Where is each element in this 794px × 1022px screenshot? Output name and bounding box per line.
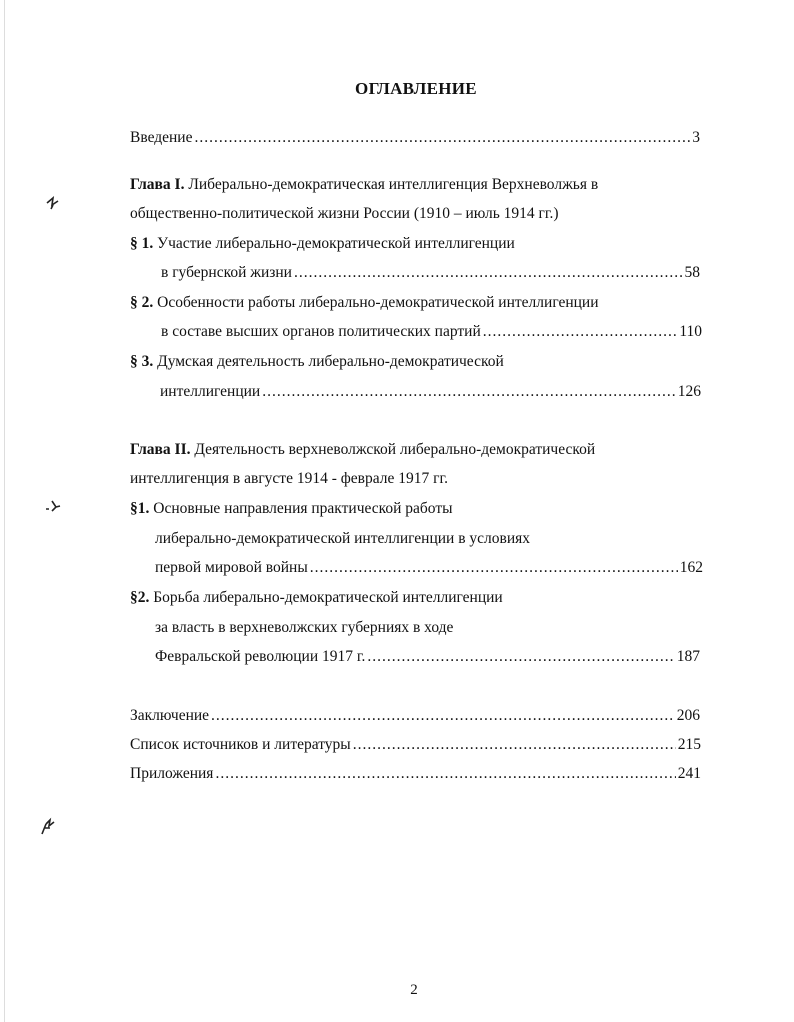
toc-entry-page: 241 — [677, 765, 701, 782]
section-title-continued: в составе высших органов политических партий — [161, 323, 481, 340]
chapter-1-title-line-2: общественно-политической жизни России (1910 – июль 1914 гг.) — [130, 205, 559, 222]
section-title: Основные направления практической работы — [153, 500, 453, 517]
section-number: § 2. — [130, 294, 154, 311]
leader-dots — [310, 558, 678, 578]
leader-dots — [211, 706, 675, 726]
toc-entry-label: Приложения — [130, 765, 214, 782]
section-title: Думская деятельность либерально-демократической — [157, 353, 504, 370]
toc-entry-page: 110 — [679, 323, 702, 340]
section-number: §1. — [130, 500, 150, 517]
section-number: § 3. — [130, 353, 154, 370]
section-title: Борьба либерально-демократической интеллигенции — [153, 589, 503, 606]
scan-mark-icon — [44, 497, 64, 515]
section-title-continued: в губернской жизни — [161, 264, 292, 281]
toc-entry-page: 162 — [679, 559, 703, 576]
toc-entry-page: 187 — [676, 648, 700, 665]
toc-entry-page: 3 — [692, 129, 700, 146]
leader-dots — [483, 322, 678, 342]
leader-dots — [194, 128, 690, 148]
section-number: § 1. — [130, 235, 154, 252]
toc-entry-conclusion — [130, 706, 700, 726]
scan-mark-icon — [44, 195, 62, 211]
leader-dots — [353, 735, 676, 755]
chapter-2-section-2-line-2: за власть в верхневолжских губерниях в ходе — [155, 619, 454, 636]
chapter-2-section-2-line-3 — [155, 647, 700, 667]
chapter-2-prefix: Глава II. — [130, 441, 191, 458]
toc-entry-label: Список источников и литературы — [130, 736, 351, 753]
section-title-continued: Февральской революции 1917 г. — [155, 648, 366, 665]
chapter-1-title-line-1 — [130, 175, 598, 195]
section-title: Особенности работы либерально-демократической интеллигенции — [157, 294, 599, 311]
chapter-1-section-1-line-1 — [130, 234, 515, 254]
toc-entry-sources — [130, 735, 701, 755]
toc-entry-intro — [130, 128, 700, 148]
section-title-continued: первой мировой войны — [155, 559, 308, 576]
chapter-1-section-2-line-1 — [130, 293, 599, 313]
chapter-1-section-3-line-1 — [130, 352, 504, 372]
page-number: 2 — [410, 982, 418, 998]
section-title: Участие либерально-демократической интеллигенции — [157, 235, 515, 252]
toc-entry-page: 206 — [676, 707, 700, 724]
chapter-1-section-3-line-2 — [160, 382, 701, 402]
chapter-1-title: Либерально-демократическая интеллигенция Верхневолжья в — [188, 176, 599, 193]
chapter-2-title-line-1 — [130, 440, 595, 460]
chapter-2-section-2-line-1 — [130, 588, 503, 608]
leader-dots — [262, 382, 676, 402]
section-title-continued: интеллигенции — [160, 383, 261, 400]
chapter-2-title: Деятельность верхневолжской либерально-демократической — [194, 441, 596, 458]
toc-entry-page: 58 — [684, 264, 700, 281]
scan-edge-line — [4, 0, 5, 1022]
chapter-2-title-line-2: интеллигенция в августе 1914 - феврале 1917 гг. — [130, 470, 448, 487]
chapter-2-section-1-line-1 — [130, 499, 453, 519]
toc-entry-page: 126 — [677, 383, 701, 400]
chapter-2-section-1-line-3 — [155, 558, 703, 578]
leader-dots — [294, 263, 683, 283]
chapter-1-section-1-line-2 — [161, 263, 700, 283]
chapter-2-section-1-line-2: либерально-демократической интеллигенции в условиях — [155, 530, 531, 547]
toc-title: ОГЛАВЛЕНИЕ — [355, 79, 477, 98]
section-number: §2. — [130, 589, 150, 606]
scan-mark-icon — [38, 816, 58, 836]
toc-entry-appendix — [130, 764, 701, 784]
leader-dots — [367, 647, 674, 667]
toc-entry-label: Введение — [130, 129, 193, 146]
leader-dots — [215, 764, 675, 784]
toc-entry-page: 215 — [677, 736, 701, 753]
chapter-1-prefix: Глава I. — [130, 176, 185, 193]
chapter-1-section-2-line-2 — [161, 322, 702, 342]
toc-entry-label: Заключение — [130, 707, 210, 724]
